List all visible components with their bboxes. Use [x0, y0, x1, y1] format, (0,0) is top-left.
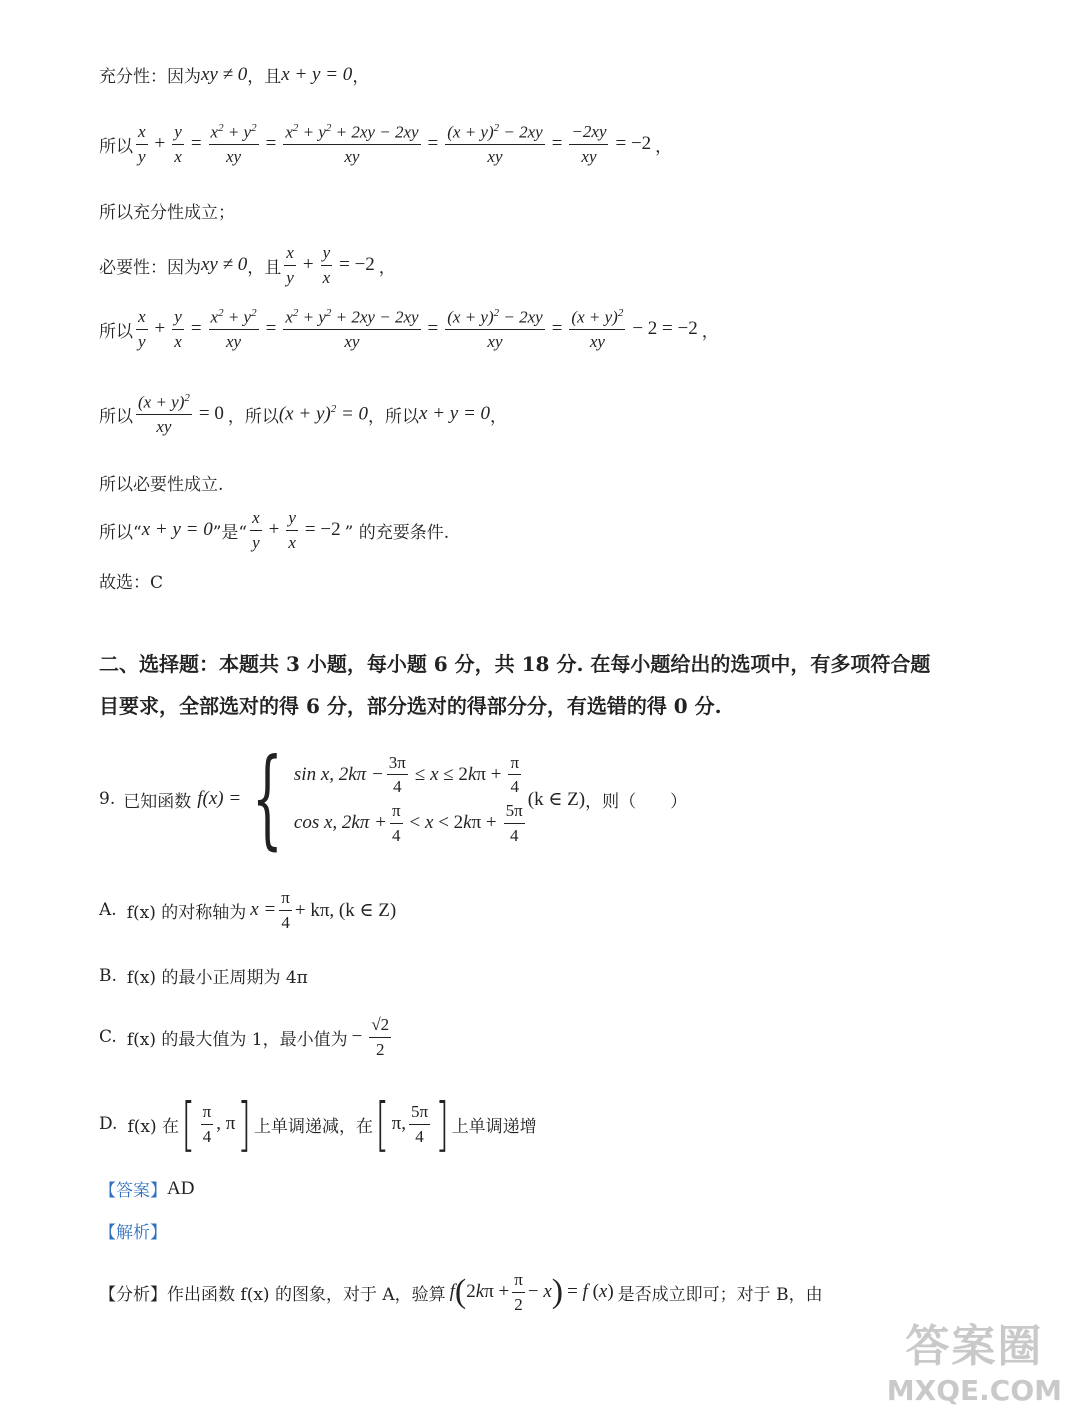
domain-note: (k ∈ Z)	[527, 788, 586, 810]
sufficiency-line: 充分性：因为 xy ≠ 0 ，且 x + y = 0 ，	[99, 63, 370, 87]
function-def: f(x) =	[197, 788, 242, 809]
question-stem: 已知函数	[123, 791, 192, 812]
right-bracket-icon: ]	[237, 1090, 252, 1158]
necessity-derivation: 所以 $\frac{x}{y}$ + $\frac{y}{x}$ = $\frac{x^2 + y^2}{xy}$ = $\frac{x^2 + y^2 + 2xy - 2xy}{xy}$ = $\frac{(x + y)^2 - 2xy}{xy}$ = $\frac{(x + y)^2}{xy}$ − 2 = −2 ，	[99, 307, 719, 352]
answer-value: AD	[167, 1177, 195, 1199]
watermark	[887, 1310, 1062, 1407]
and-text: ，且	[247, 67, 282, 87]
question-number: 9.	[99, 789, 116, 809]
answer-line	[99, 1176, 194, 1201]
choose-line: 故选：C	[99, 573, 164, 593]
sufficiency-holds: 所以充分性成立；	[99, 203, 235, 223]
left-brace-icon: {	[252, 736, 283, 861]
option-a: A. f(x) 的对称轴为 x = $\frac{\pi}{4}$ + kπ, (k ∈ Z)	[99, 888, 397, 932]
case-sin: sin x, 2kπ − $\frac{3\pi}{4}$ ≤ x ≤ 2kπ + $\frac{\pi}{4}$	[293, 752, 520, 797]
case-cos: cos x, 2kπ + $\frac{\pi}{4}$ < x < 2kπ + $\frac{5\pi}{4}$	[293, 801, 523, 845]
left-bracket-icon: [	[181, 1090, 196, 1158]
section-heading: 二、选择题：本题共 3 小题，每小题 6 分，共 18 分. 在每小题给出的选项中，有多项符合题 目要求，全部选对的得 6 分，部分选对的得部分分，有选错的得 0 分.	[99, 652, 931, 718]
option-b: B. f(x) 的最小正周期为 4π	[99, 965, 308, 988]
analysis-tag-line	[99, 1218, 167, 1243]
option-d: D. f(x) 在 [ $\frac{\pi}{4}$ , π ] 上单调递减，在 [ π, $\frac{5\pi}{4}$ ] 上单调递增	[99, 1090, 537, 1158]
necessity-holds: 所以必要性成立.	[99, 475, 224, 495]
analysis-tag: 【解析】	[99, 1223, 167, 1243]
condition-sum-zero: x + y = 0	[281, 63, 353, 85]
analysis-line: 【分析】 作出函数 f(x) 的图象，对于 A，验算 f ( 2kπ + $\frac{\pi}{2}$ − x ) = f (x) 是否成立即可；对于 B，由	[99, 1270, 823, 1314]
so-zero-line: 所以 $\frac{(x + y)^2}{xy}$ = 0 ，所以 $(x + y)^2 = 0$ ，所以 x + y = 0 ，	[99, 392, 508, 437]
option-c: C. f(x) 的最大值为 1，最小值为 − $\frac{√2}{2}$	[99, 1015, 390, 1059]
watermark-url: MXQE.COM	[886, 1374, 1062, 1407]
so-text: 所以	[99, 136, 133, 157]
watermark-logo: 答案圈	[905, 1321, 1044, 1372]
necessity-line: 必要性：因为 xy ≠ 0 ，且 $\frac{x}{y}$ + $\frac{y}{x}$ = −2 ，	[99, 243, 396, 287]
answer-tag: 【答案】	[99, 1181, 167, 1201]
conclusion-line: 所以“ x + y = 0 ”是“ $\frac{x}{y}$ + $\frac{y}{x}$ = −2 ” 的充要条件.	[99, 508, 450, 552]
sufficiency-intro: 充分性：因为	[99, 67, 201, 87]
condition-xy-nonzero: xy ≠ 0	[201, 63, 248, 85]
question-9: 9. 已知函数 f(x) = { sin x, 2kπ − $\frac{3\pi}{4}$ ≤ x ≤ 2kπ + $\frac{\pi}{4}$ cos x, 2kπ + $\frac{\pi}{4}$ < x < 2kπ + $\frac{5\pi}{4}$ (k ∈ Z) ，则（ ）	[99, 736, 688, 861]
analysis-label: 【分析】	[99, 1284, 167, 1305]
sufficiency-derivation: 所以 $\frac{x}{y}$ + $\frac{y}{x}$ = $\frac{x^2 + y^2}{xy}$ = $\frac{x^2 + y^2 + 2xy - 2xy}{xy}$ = $\frac{(x + y)^2 - 2xy}{xy}$ = $\frac{-2xy}{xy}$ = −2 ，	[99, 122, 673, 167]
